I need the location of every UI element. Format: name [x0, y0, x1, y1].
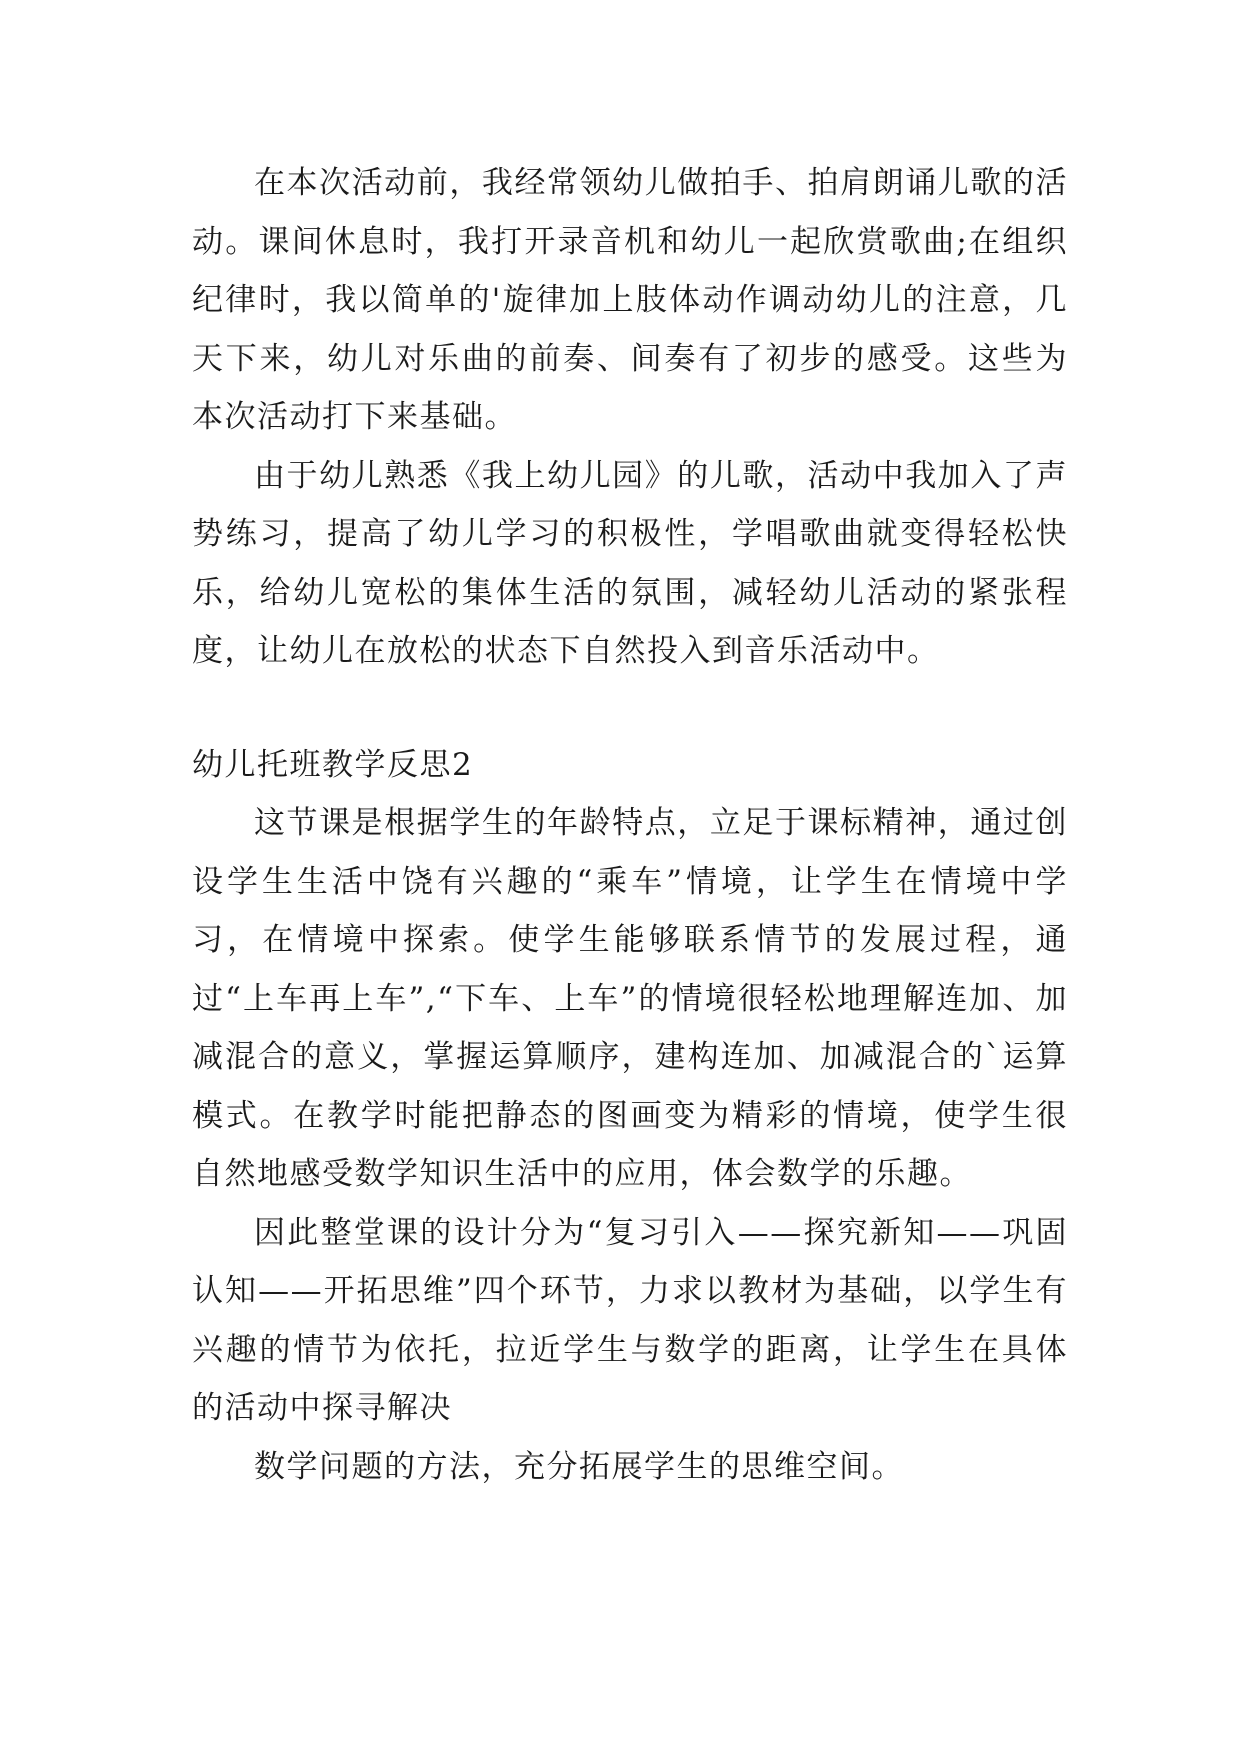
paragraph-conclusion: 数学问题的方法，充分拓展学生的思维空间。 — [254, 1448, 904, 1485]
document-body — [192, 154, 1068, 1496]
paragraph-activity-preparation: 在本次活动前，我经常领幼儿做拍手、拍肩朗诵儿歌的活动。课间休息时，我打开录音机和幼儿一起欣赏歌曲;在组织纪律时，我以简单的'旋律加上肢体动作调动幼儿的注意，几天下来，幼儿对乐曲的前奏、间奏有了初步的感受。这些为本次活动打下来基础。 — [192, 165, 1068, 435]
paragraph-lesson-design: 这节课是根据学生的年龄特点，立足于课标精神，通过创设学生生活中饶有兴趣的“乘车”情境，让学生在情境中学习，在情境中探索。使学生能够联系情节的发展过程，通过“上车再上车”,“下车、上车”的情境很轻松地理解连加、加减混合的意义，掌握运算顺序，建构连加、加减混合的`运算模式。在教学时能把静态的图画变为精彩的情境，使学生很自然地感受数学知识生活中的应用，体会数学的乐趣。 — [192, 805, 1068, 1192]
section-heading: 幼儿托班教学反思2 — [192, 746, 474, 783]
paragraph-lesson-structure: 因此整堂课的设计分为“复习引入——探究新知——巩固认知——开拓思维”四个环节，力求以教材为基础，以学生有兴趣的情节为依托，拉近学生与数学的距离，让学生在具体的活动中探寻解决 — [192, 1214, 1068, 1426]
paragraph-song-practice: 由于幼儿熟悉《我上幼儿园》的儿歌，活动中我加入了声势练习，提高了幼儿学习的积极性，学唱歌曲就变得轻松快乐，给幼儿宽松的集体生活的氛围，减轻幼儿活动的紧张程度，让幼儿在放松的状态下自然投入到音乐活动中。 — [192, 457, 1068, 669]
